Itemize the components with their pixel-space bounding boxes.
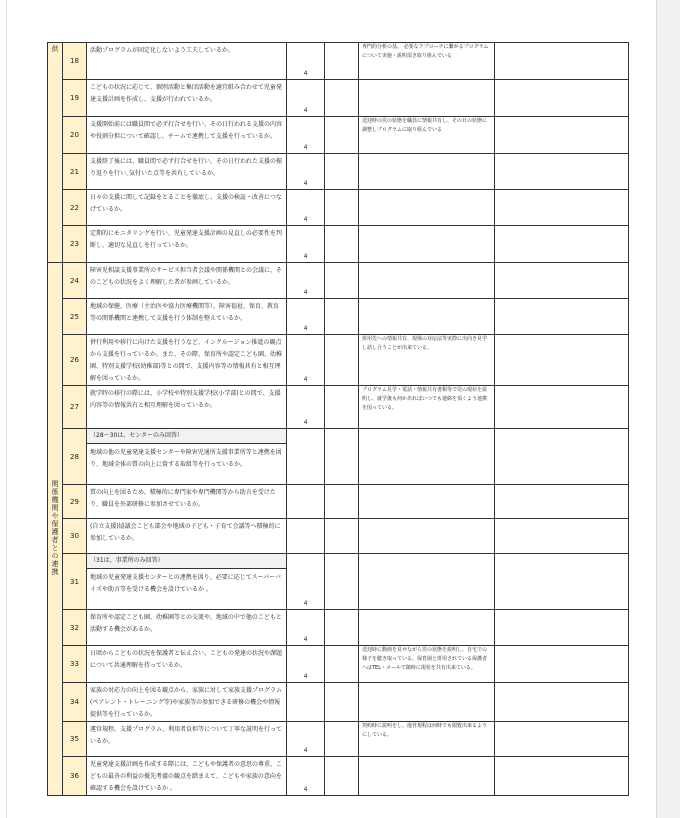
extra-cell[interactable] <box>495 335 629 386</box>
remarks-cell[interactable] <box>359 154 495 190</box>
remarks-cell[interactable] <box>359 757 495 796</box>
extra-cell[interactable] <box>495 683 629 722</box>
empty-cell[interactable] <box>325 554 359 610</box>
table-row <box>48 226 629 263</box>
score-cell[interactable]: 4 <box>287 263 325 299</box>
score-cell[interactable] <box>287 485 325 519</box>
empty-cell[interactable] <box>325 757 359 796</box>
score-cell[interactable] <box>287 683 325 722</box>
table-row <box>48 335 629 386</box>
extra-cell[interactable] <box>495 299 629 335</box>
score-cell[interactable]: 4 <box>287 554 325 610</box>
remarks-cell[interactable] <box>359 519 495 554</box>
empty-cell[interactable] <box>325 226 359 263</box>
row-number: 35 <box>63 722 87 757</box>
remarks-cell[interactable] <box>359 190 495 226</box>
row-number: 34 <box>63 683 87 722</box>
table-row <box>48 485 629 519</box>
section-cell-cooperation <box>48 263 63 796</box>
evaluation-table <box>47 42 629 796</box>
item-description <box>87 263 287 299</box>
remarks-cell[interactable]: 契約時に説明をし、運営規程は何時でも閲覧出来るようにしている。 <box>359 722 495 757</box>
section-label: 関係機関や保護者との連携 <box>51 479 59 576</box>
empty-cell[interactable] <box>325 386 359 429</box>
empty-cell[interactable] <box>325 263 359 299</box>
empty-cell[interactable] <box>325 299 359 335</box>
extra-cell[interactable] <box>495 190 629 226</box>
row-number: 21 <box>63 154 87 190</box>
item-text: 運営規程、支援プログラム、利用者負担等について丁寧な説明を行っているか。 <box>90 726 283 745</box>
item-description <box>87 429 287 485</box>
score-cell[interactable]: 4 <box>287 117 325 154</box>
extra-cell[interactable] <box>495 386 629 429</box>
row-number: 27 <box>63 386 87 429</box>
extra-cell[interactable] <box>495 43 629 80</box>
item-text: 定期的にモニタリングを行い、児童発達支援計画の見直しの必要性を判断し、適切な見直しを行っているか。 <box>90 230 282 249</box>
score-cell[interactable]: 4 <box>287 80 325 117</box>
page-left-rule <box>6 0 7 818</box>
remarks-cell[interactable] <box>359 554 495 610</box>
row-number: 33 <box>63 646 87 683</box>
answer-scope-note: （28～30は、センターのみ回答） <box>87 429 286 444</box>
row-number: 25 <box>63 299 87 335</box>
item-description <box>87 299 287 335</box>
table-row <box>48 722 629 757</box>
item-text: 支援終了後には、職員間で必ず打合せを行い、その日行われた支援の振り返りを行い､気付いた点等を共有しているか。 <box>90 158 283 177</box>
item-description <box>87 154 287 190</box>
score-cell[interactable]: 4 <box>287 190 325 226</box>
table-row <box>48 429 629 485</box>
row-number: 20 <box>63 117 87 154</box>
table-row <box>48 80 629 117</box>
score-cell[interactable]: 4 <box>287 610 325 646</box>
remarks-cell[interactable]: 併用先への情報共有、現場の対応法等実際に出向き見学し話し合うことが出来ている。 <box>359 335 495 386</box>
remarks-cell[interactable] <box>359 226 495 263</box>
row-number: 24 <box>63 263 87 299</box>
table-row <box>48 43 629 80</box>
table-row <box>48 299 629 335</box>
remarks-cell[interactable]: 送迎時の児の状態を職員に情報共有し、その日の状態に調整しプログラムに取り組んでいる <box>359 117 495 154</box>
empty-cell[interactable] <box>325 683 359 722</box>
item-description <box>87 610 287 646</box>
extra-cell[interactable] <box>495 80 629 117</box>
score-cell[interactable] <box>287 429 325 485</box>
empty-cell[interactable] <box>325 485 359 519</box>
row-number: 30 <box>63 519 87 554</box>
item-text: 地域の他の児童発達支援センターや障害児通所支援事業所等と連携を図り、地域全体の質の向上に資する取組等を行っているか。 <box>90 449 282 468</box>
remarks-cell[interactable] <box>359 80 495 117</box>
item-description <box>87 519 287 554</box>
table-row <box>48 263 629 299</box>
extra-cell[interactable] <box>495 117 629 154</box>
row-number: 36 <box>63 757 87 796</box>
score-cell[interactable]: 4 <box>287 154 325 190</box>
score-cell[interactable]: 4 <box>287 757 325 796</box>
table-row <box>48 757 629 796</box>
table-row <box>48 610 629 646</box>
item-description <box>87 646 287 683</box>
score-cell[interactable]: 4 <box>287 722 325 757</box>
answer-scope-note: （31は、事業所のみ回答） <box>87 554 286 569</box>
empty-cell[interactable] <box>325 610 359 646</box>
item-description <box>87 190 287 226</box>
table-row <box>48 386 629 429</box>
item-description <box>87 554 287 610</box>
score-cell[interactable]: 4 <box>287 335 325 386</box>
remarks-cell[interactable] <box>359 263 495 299</box>
extra-cell[interactable] <box>495 263 629 299</box>
item-text: 日頃からこどもの状況を保護者と伝え合い、こどもの発達の状況や課題について共通理解を持っているか。 <box>90 650 283 669</box>
empty-cell[interactable] <box>325 154 359 190</box>
item-text: 就学時の移行の際には、小学校や特別支援学校(小学部)との間で、支援内容等の情報共有と相互理解を図っているか。 <box>90 390 281 409</box>
score-cell[interactable]: 4 <box>287 386 325 429</box>
item-description <box>87 117 287 154</box>
score-cell[interactable] <box>287 519 325 554</box>
item-text: 地域の児童発達支援センターとの連携を図り、必要に応じてスーパーバイズや助言等を受ける機会を設けているか 。 <box>90 574 281 593</box>
item-text: (自立支援)協議会こども部会や地域の子ども・子育て会議等へ積極的に参加しているか。 <box>90 523 281 542</box>
table-row <box>48 683 629 722</box>
item-text: 活動プログラムが固定化しないよう工夫しているか。 <box>90 47 234 54</box>
item-text: 保育所や認定こども園、幼稚園等との交流や、地域の中で他のこどもと活動する機会があるか。 <box>90 614 282 633</box>
item-description <box>87 757 287 796</box>
item-text: 児童発達支援計画を作成する際には、こどもや保護者の意思の尊重、こどもの最善の利益の優先考慮の観点を踏まえて、こどもや家族の意向を確認する機会を設けているか 。 <box>90 761 283 792</box>
extra-cell[interactable] <box>495 722 629 757</box>
table-row <box>48 117 629 154</box>
score-cell[interactable]: 4 <box>287 226 325 263</box>
score-cell[interactable]: 4 <box>287 299 325 335</box>
extra-cell[interactable] <box>495 757 629 796</box>
remarks-cell[interactable]: 専門的分析の基、 必要なアプローチに繋がるプログラムについて実施・説明頂き取り組んでいる <box>359 43 495 80</box>
remarks-cell[interactable] <box>359 485 495 519</box>
table-row <box>48 154 629 190</box>
evaluation-sheet <box>47 42 628 793</box>
empty-cell[interactable] <box>325 722 359 757</box>
item-description <box>87 335 287 386</box>
empty-cell[interactable] <box>325 190 359 226</box>
empty-cell[interactable] <box>325 80 359 117</box>
table-row <box>48 554 629 610</box>
remarks-cell[interactable]: 送迎時に動画を見せながら児の状態を説明し、自宅での様子を聴き取っている。保育園と併用されている保護者へはTEL・メールで随時に現状を共有出来ている。 <box>359 646 495 683</box>
extra-cell[interactable] <box>495 485 629 519</box>
row-number: 28 <box>63 429 87 485</box>
item-text: こどもの状況に応じて、個別活動と集団活動を適宜組み合わせて児童発達支援計画を作成し、支援が行われているか。 <box>90 84 282 103</box>
remarks-cell[interactable]: プログラム見学・電話・情報共有書類等で児の現状を説明し、就学後も何かあればいつでも連絡を頂くよう連携を図っている。 <box>359 386 495 429</box>
extra-cell[interactable] <box>495 226 629 263</box>
item-description <box>87 683 287 722</box>
table-row <box>48 519 629 554</box>
section-cell-support <box>48 43 63 263</box>
item-description <box>87 43 287 80</box>
section-label: 供 <box>51 45 59 53</box>
empty-cell[interactable] <box>325 335 359 386</box>
extra-cell[interactable] <box>495 554 629 610</box>
empty-cell[interactable] <box>325 646 359 683</box>
item-description <box>87 80 287 117</box>
extra-cell[interactable] <box>495 519 629 554</box>
empty-cell[interactable] <box>325 43 359 80</box>
extra-cell[interactable] <box>495 646 629 683</box>
item-text: 地域の保健、医療（主治医や協力医療機関等）、障害福祉、保育、教育等の関係機関と連携して支援を行う体制を整えているか。 <box>90 303 280 322</box>
row-number: 22 <box>63 190 87 226</box>
item-text: 障害児相談支援事業所のサービス担当者会議や関係機関との会議に、そのこどもの状況をよく理解した者が参画しているか。 <box>90 267 283 286</box>
row-number: 18 <box>63 43 87 80</box>
score-cell[interactable]: 4 <box>287 646 325 683</box>
item-description <box>87 722 287 757</box>
remarks-cell[interactable] <box>359 683 495 722</box>
item-description <box>87 485 287 519</box>
item-text: 支援開始前には職員間で必ず打合せを行い、その日行われる支援の内容や役割分担について確認し、チームで連携して支援を行っているか。 <box>90 121 283 140</box>
extra-cell[interactable] <box>495 154 629 190</box>
row-number: 26 <box>63 335 87 386</box>
item-text: 家族の対応力の向上を図る観点から、家族に対して家族支援プログラム(ペアレント・トレーニング等)や家族等の参加できる研修の機会や情報提供等を行っているか。 <box>90 687 282 718</box>
empty-cell[interactable] <box>325 519 359 554</box>
remarks-cell[interactable] <box>359 429 495 485</box>
item-text: 質の向上を図るため、積極的に専門家や専門機関等から助言を受けたり、職員を外部研修に参加させているか。 <box>90 489 276 508</box>
remarks-cell[interactable] <box>359 610 495 646</box>
row-number: 31 <box>63 554 87 610</box>
extra-cell[interactable] <box>495 429 629 485</box>
table-row <box>48 646 629 683</box>
item-text: 日々の支援に関して記録をとることを徹底し、支援の検証・改善につなげているか。 <box>90 194 282 213</box>
table-row <box>48 190 629 226</box>
row-number: 29 <box>63 485 87 519</box>
item-text: 併行利用や移行に向けた支援を行うなど、インクルージョン推進の観点から支援を行っているか。また、その際、保育所や認定こども園、幼稚園、特別支援学校(幼稚部)等との間で、支援内容等の情報共有と相互理解を図っているか。 <box>90 339 283 382</box>
empty-cell[interactable] <box>325 429 359 485</box>
score-cell[interactable]: 4 <box>287 43 325 80</box>
row-number: 19 <box>63 80 87 117</box>
scrollbar-track[interactable] <box>656 0 680 818</box>
empty-cell[interactable] <box>325 117 359 154</box>
row-number: 32 <box>63 610 87 646</box>
row-number: 23 <box>63 226 87 263</box>
extra-cell[interactable] <box>495 610 629 646</box>
item-description <box>87 226 287 263</box>
remarks-cell[interactable] <box>359 299 495 335</box>
item-description <box>87 386 287 429</box>
